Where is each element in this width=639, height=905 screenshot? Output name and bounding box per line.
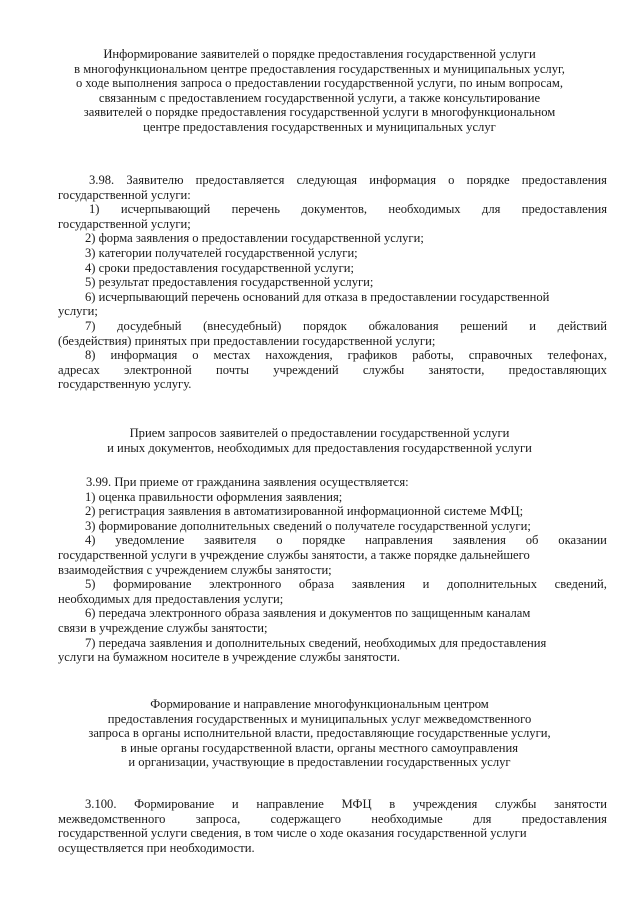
justified-line: 7) досудебный (внесудебный) порядок обжалования решений и действий <box>85 318 607 333</box>
paragraph-3-98 <box>0 173 639 392</box>
heading-line: Прием запросов заявителей о предоставлении государственной услуги <box>129 426 510 440</box>
list-item: 5) результат предоставления государственной услуги; <box>85 275 374 290</box>
heading-line: в иные органы государственной власти, органы местного самоуправления <box>120 740 519 755</box>
justified-line: 1) исчерпывающий перечень документов, необходимых для предоставления <box>89 202 607 217</box>
list-item: 6) исчерпывающий перечень оснований для отказа в предоставлении государственной <box>85 289 550 304</box>
justified-line: 8) информация о местах нахождения, графиков работы, справочных телефонах, <box>85 348 607 363</box>
justified-line: 3.98. Заявителю предоставляется следующая информация о порядке предоставления <box>89 173 607 187</box>
list-item: 3) формирование дополнительных сведений о получателе государственной услуги; <box>85 518 531 533</box>
justified-line: 3.100. Формирование и направление МФЦ в учреждения службы занятости <box>85 797 607 811</box>
text-line: (бездействия) принятых при предоставлении государственной услуги; <box>58 333 436 348</box>
heading-line: и организации, участвующие в предоставлении государственных услуг <box>128 755 511 770</box>
list-item: 7) передача заявления и дополнительных сведений, необходимых для предоставления <box>85 635 547 650</box>
text-line: государственной услуги в учреждение службы занятости, а также порядке дальнейшего <box>58 547 530 562</box>
justified-line: 4) уведомление заявителя о порядке направления заявления об оказании <box>85 533 607 548</box>
list-item: 2) форма заявления о предоставлении государственной услуги; <box>85 231 424 246</box>
heading-line: Информирование заявителей о порядке предоставления государственной услуги <box>103 47 536 61</box>
list-item: 1) оценка правильности оформления заявления; <box>85 489 343 504</box>
heading-line: предоставления государственных и муниципальных услуг межведомственного <box>107 711 532 726</box>
heading-line: связанным с предоставлением государственной услуги, а также консультирование <box>98 90 541 105</box>
justified-line: межведомственного запроса, содержащего необходимые для предоставления <box>58 811 607 826</box>
text-line: 3.99. При приеме от гражданина заявления осуществляется: <box>86 475 409 489</box>
text-line: государственной услуги: <box>58 187 191 202</box>
heading-line: о ходе выполнения запроса о предоставлении государственной услуги, по иным вопросам, <box>75 76 564 91</box>
paragraph-3-99 <box>0 475 639 665</box>
text-line: услуги на бумажном носителе в учреждение службы занятости. <box>58 650 401 665</box>
heading-line: заявителей о порядке предоставления государственной услуги в многофункциональном <box>83 105 556 120</box>
heading-line: в многофункциональном центре предоставления государственных и муниципальных услуг, <box>74 61 565 76</box>
list-item: 3) категории получателей государственной услуги; <box>85 245 358 260</box>
text-line: услуги; <box>58 304 98 319</box>
heading-line: Формирование и направление многофункциональным центром <box>150 697 489 711</box>
text-line: взаимодействия с учреждением службы занятости; <box>58 562 332 577</box>
heading-line: и иных документов, необходимых для предоставления государственной услуги <box>107 440 532 455</box>
section-heading-informing <box>0 47 639 135</box>
paragraph-3-100 <box>0 797 639 855</box>
section-heading-interagency <box>0 697 639 770</box>
text-line: государственной услуги; <box>58 216 191 231</box>
section-heading-requests <box>0 426 639 455</box>
justified-line: 5) формирование электронного образа заявления и дополнительных сведений, <box>85 577 607 592</box>
list-item: 6) передача электронного образа заявления и документов по защищенным каналам <box>85 606 531 621</box>
heading-line: центре предоставления государственных и муниципальных услуг <box>143 119 496 134</box>
text-line: необходимых для предоставления услуги; <box>58 591 284 606</box>
text-line: государственной услуги сведения, в том числе о ходе оказания государственной услуги <box>58 826 527 841</box>
text-line: осуществляется при необходимости. <box>58 840 255 855</box>
text-line: связи в учреждение службы занятости; <box>58 620 268 635</box>
justified-line: адресах электронной почты учреждений службы занятости, предоставляющих <box>58 362 607 377</box>
text-line: государственную услугу. <box>58 377 192 392</box>
heading-line: запроса в органы исполнительной власти, предоставляющие государственные услуги, <box>88 726 551 741</box>
list-item: 4) сроки предоставления государственной услуги; <box>85 260 354 275</box>
list-item: 2) регистрация заявления в автоматизированной информационной системе МФЦ; <box>85 504 524 519</box>
